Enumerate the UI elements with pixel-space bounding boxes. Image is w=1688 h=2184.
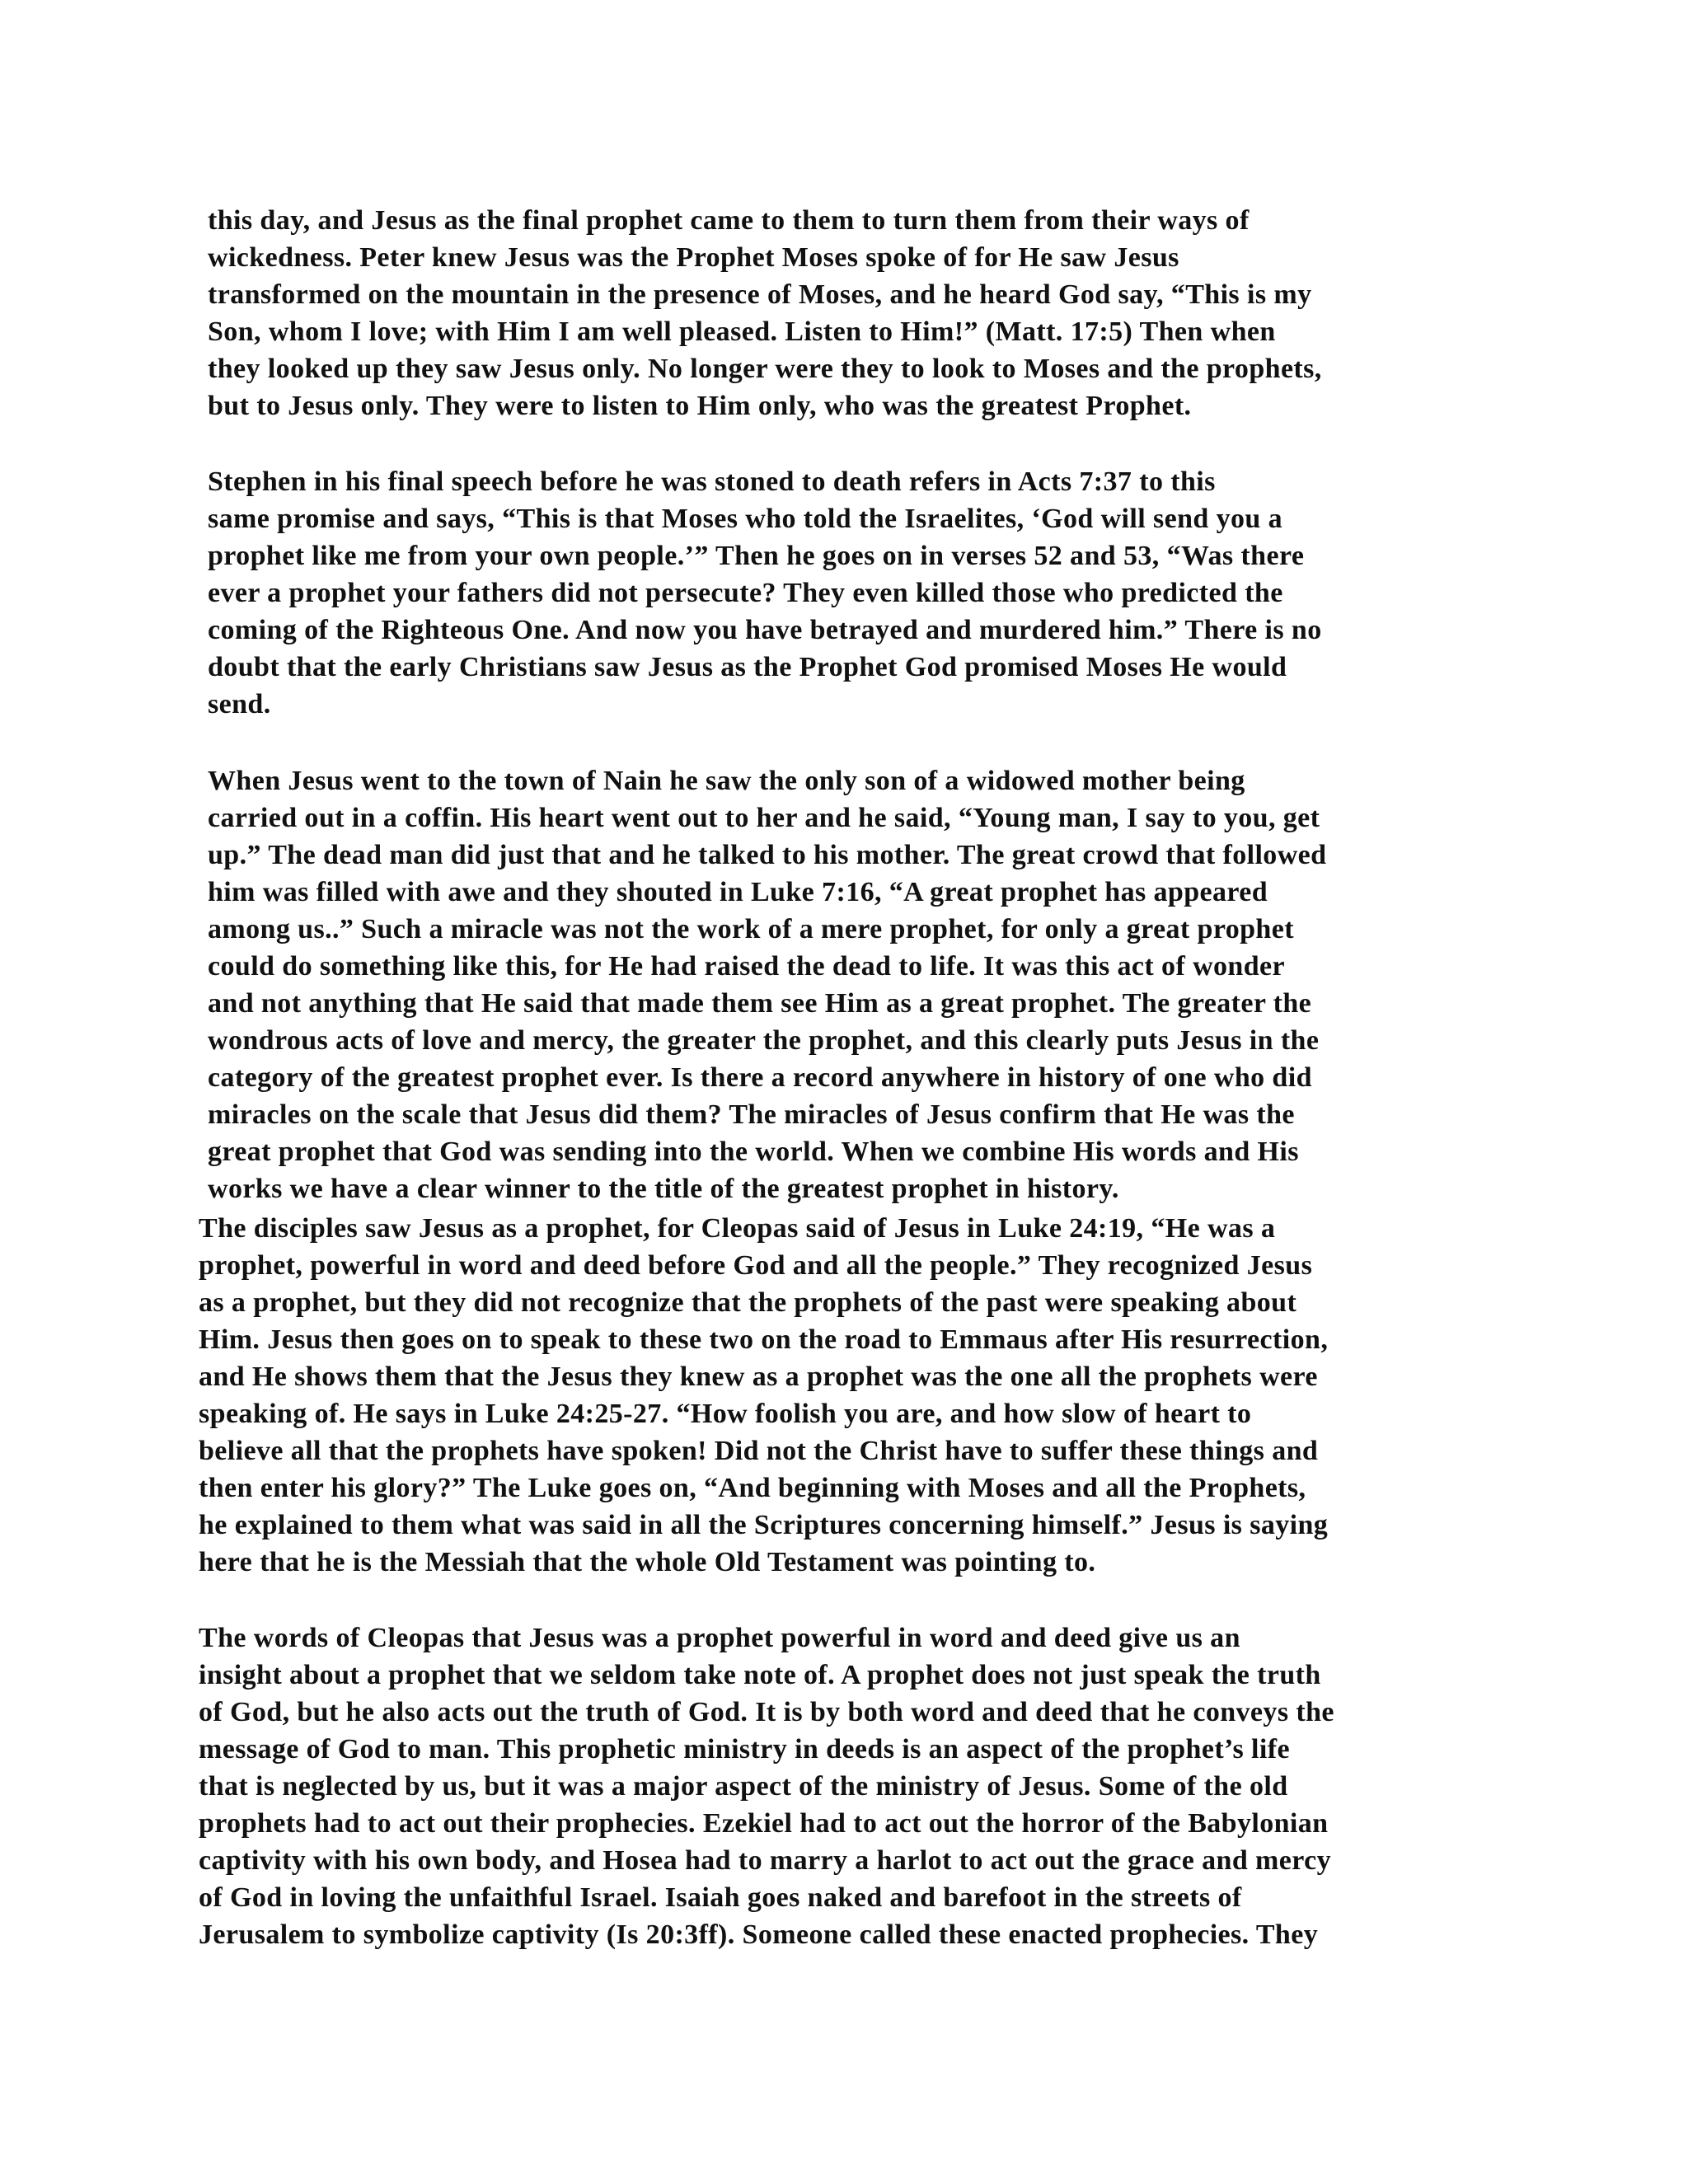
paragraph-stephen-speech: Stephen in his final speech before he was stoned to death refers in Acts 7:37 to this same promise and says, “This is that Moses who told the Israelites, ‘God will send you a prophet like me from your own people.’” Then he goes on in verses 52 and 53, “Was there ever a prophet your fathers did not persecute? They even killed those who predicted the coming of the Righteous One. And now you have betrayed and murdered him.” There is no doubt that the early Christians saw Jesus as the Prophet God promised Moses He would send. (208, 466, 1322, 719)
paragraph-peter-transfiguration: this day, and Jesus as the final prophet came to them to turn them from their ways of wickedness. Peter knew Jesus was the Prophet Moses spoke of for He saw Jesus transformed on the mountain in the presence of Moses, and he heard God say, “This is my Son, whom I love; with Him I am well pleased. Listen to Him!” (Matt. 17:5) Then when they looked up they saw Jesus only. No longer were they to look to Moses and the prophets, but to Jesus only. They were to listen to Him only, who was the greatest Prophet. (208, 205, 1322, 421)
paragraph-nain-miracle: When Jesus went to the town of Nain he saw the only son of a widowed mother being carried out in a coffin. His heart went out to her and he said, “Young man, I say to you, get up.” The dead man did just that and he talked to his mother. The great crowd that followed him was filled with awe and they shouted in Luke 7:16, “A great prophet has appeared among us..” Such a miracle was not the work of a mere prophet, for only a great prophet could do something like this, for He had raised the dead to life. It was this act of wonder and not anything that He said that made them see Him as a great prophet. The greater the wondrous acts of love and mercy, the greater the prophet, and this clearly puts Jesus in the category of the greatest prophet ever. Is there a record anywhere in history of one who did miracles on the scale that Jesus did them? The miracles of Jesus confirm that He was the great prophet that God was sending into the world. When we combine His words and His works we have a clear winner to the title of the greatest prophet in history. (208, 766, 1327, 1204)
paragraph-cleopas-emmaus: The disciples saw Jesus as a prophet, for Cleopas said of Jesus in Luke 24:19, “He was a prophet, powerful in word and deed before God and all the people.” They recognized Jesus as a prophet, but they did not recognize that the prophets of the past were speaking about Him. Jesus then goes on to speak to these two on the road to Emmaus after His resurrection, and He shows them that the Jesus they knew as a prophet was the one all the prophets were speaking of. He says in Luke 24:25-27. “How foolish you are, and how slow of heart to believe all that the prophets have spoken! Did not the Christ have to suffer these things and then enter his glory?” The Luke goes on, “And beginning with Moses and all the Prophets, he explained to them what was said in all the Scriptures concerning himself.” Jesus is saying here that he is the Messiah that the whole Old Testament was pointing to. (199, 1213, 1329, 1577)
paragraph-enacted-prophecies: The words of Cleopas that Jesus was a prophet powerful in word and deed give us an insight about a prophet that we seldom take note of. A prophet does not just speak the truth of God, but he also acts out the truth of God. It is by both word and deed that he conveys the message of God to man. This prophetic ministry in deeds is an aspect of the prophet’s life that is neglected by us, but it was a major aspect of the ministry of Jesus. Some of the old prophets had to act out their prophecies. Ezekiel had to act out the horror of the Babylonian captivity with his own body, and Hosea had to marry a harlot to act out the grace and mercy of God in loving the unfaithful Israel. Isaiah goes naked and barefoot in the streets of Jerusalem to symbolize captivity (Is 20:3ff). Someone called these enacted prophecies. They (199, 1623, 1334, 1950)
